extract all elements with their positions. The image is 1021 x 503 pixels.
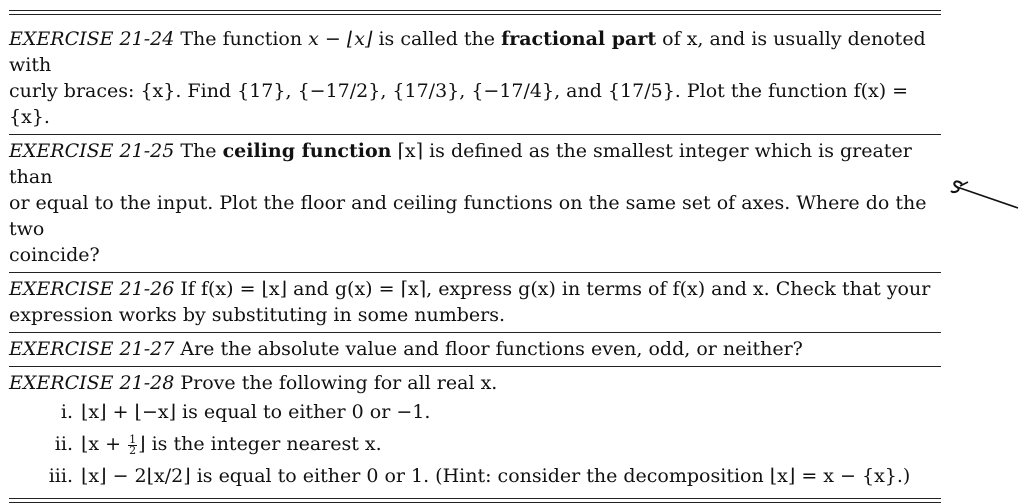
term-ceiling-function: ceiling function [222,140,392,162]
exercise-label: EXERCISE 21-28 [9,372,175,394]
exercise-page [9,0,941,503]
term-fractional-part: fractional part [501,28,657,50]
exercise-label: EXERCISE 21-27 [9,338,175,360]
exercise-text-line2: curly braces: {x}. Find {17}, {−17/2}, {17/3}, {−17/4}, and {17/5}. Plot the function f(x) = {x}. [9,80,909,128]
exercise-21-28 [9,367,941,496]
list-item [9,460,941,492]
exercise-text-line2: or equal to the input. Plot the floor and ceiling functions on the same set of axes. Where do the two [9,192,927,240]
exercise-label: EXERCISE 21-25 [9,140,175,162]
exercise-21-25 [9,135,941,272]
list-item-text: ⌊x⌋ − 2⌊x/2⌋ is equal to either 0 or 1. (Hint: consider the decomposition ⌊x⌋ = x − {x}.) [81,465,911,487]
exercise-text: If f(x) = ⌊x⌋ and g(x) = ⌈x⌉, express g(x) in terms of f(x) and x. Check that your [180,278,931,300]
list-item [9,396,941,428]
exercise-text: The function x − ⌊x⌋ is called the fractional part of x, and is usually denoted with [9,28,926,76]
exercise-label: EXERCISE 21-24 [9,28,175,50]
bottom-double-rule [9,498,941,503]
list-item-number: iii. [48,465,73,487]
list-item [9,428,941,460]
fraction-one-half: $\frac{1}{2}$ [129,432,137,457]
exercise-label: EXERCISE 21-26 [9,278,175,300]
proof-list [9,396,941,492]
list-item-number: i. [60,401,73,423]
top-double-rule [9,10,941,15]
exercise-21-27 [9,333,941,366]
list-item-number: ii. [54,433,73,455]
exercise-text-line3: coincide? [9,244,100,266]
list-item-text: ⌊x⌋ + ⌊−x⌋ is equal to either 0 or −1. [81,401,431,423]
exercise-21-26 [9,273,941,332]
pen-annotation-icon [948,170,1020,210]
exercise-text: Prove the following for all real x. [180,372,498,394]
exercise-text: Are the absolute value and floor functions even, odd, or neither? [180,338,803,360]
exercise-21-24 [9,23,941,134]
exercise-text-line2: expression works by substituting in some numbers. [9,304,506,326]
exercise-text: The ceiling function ⌈x⌉ is defined as the smallest integer which is greater than [9,140,912,188]
list-item-text: ⌊x + $\frac{1}{2}$ ⌋ is the integer nearest x. [81,432,382,457]
